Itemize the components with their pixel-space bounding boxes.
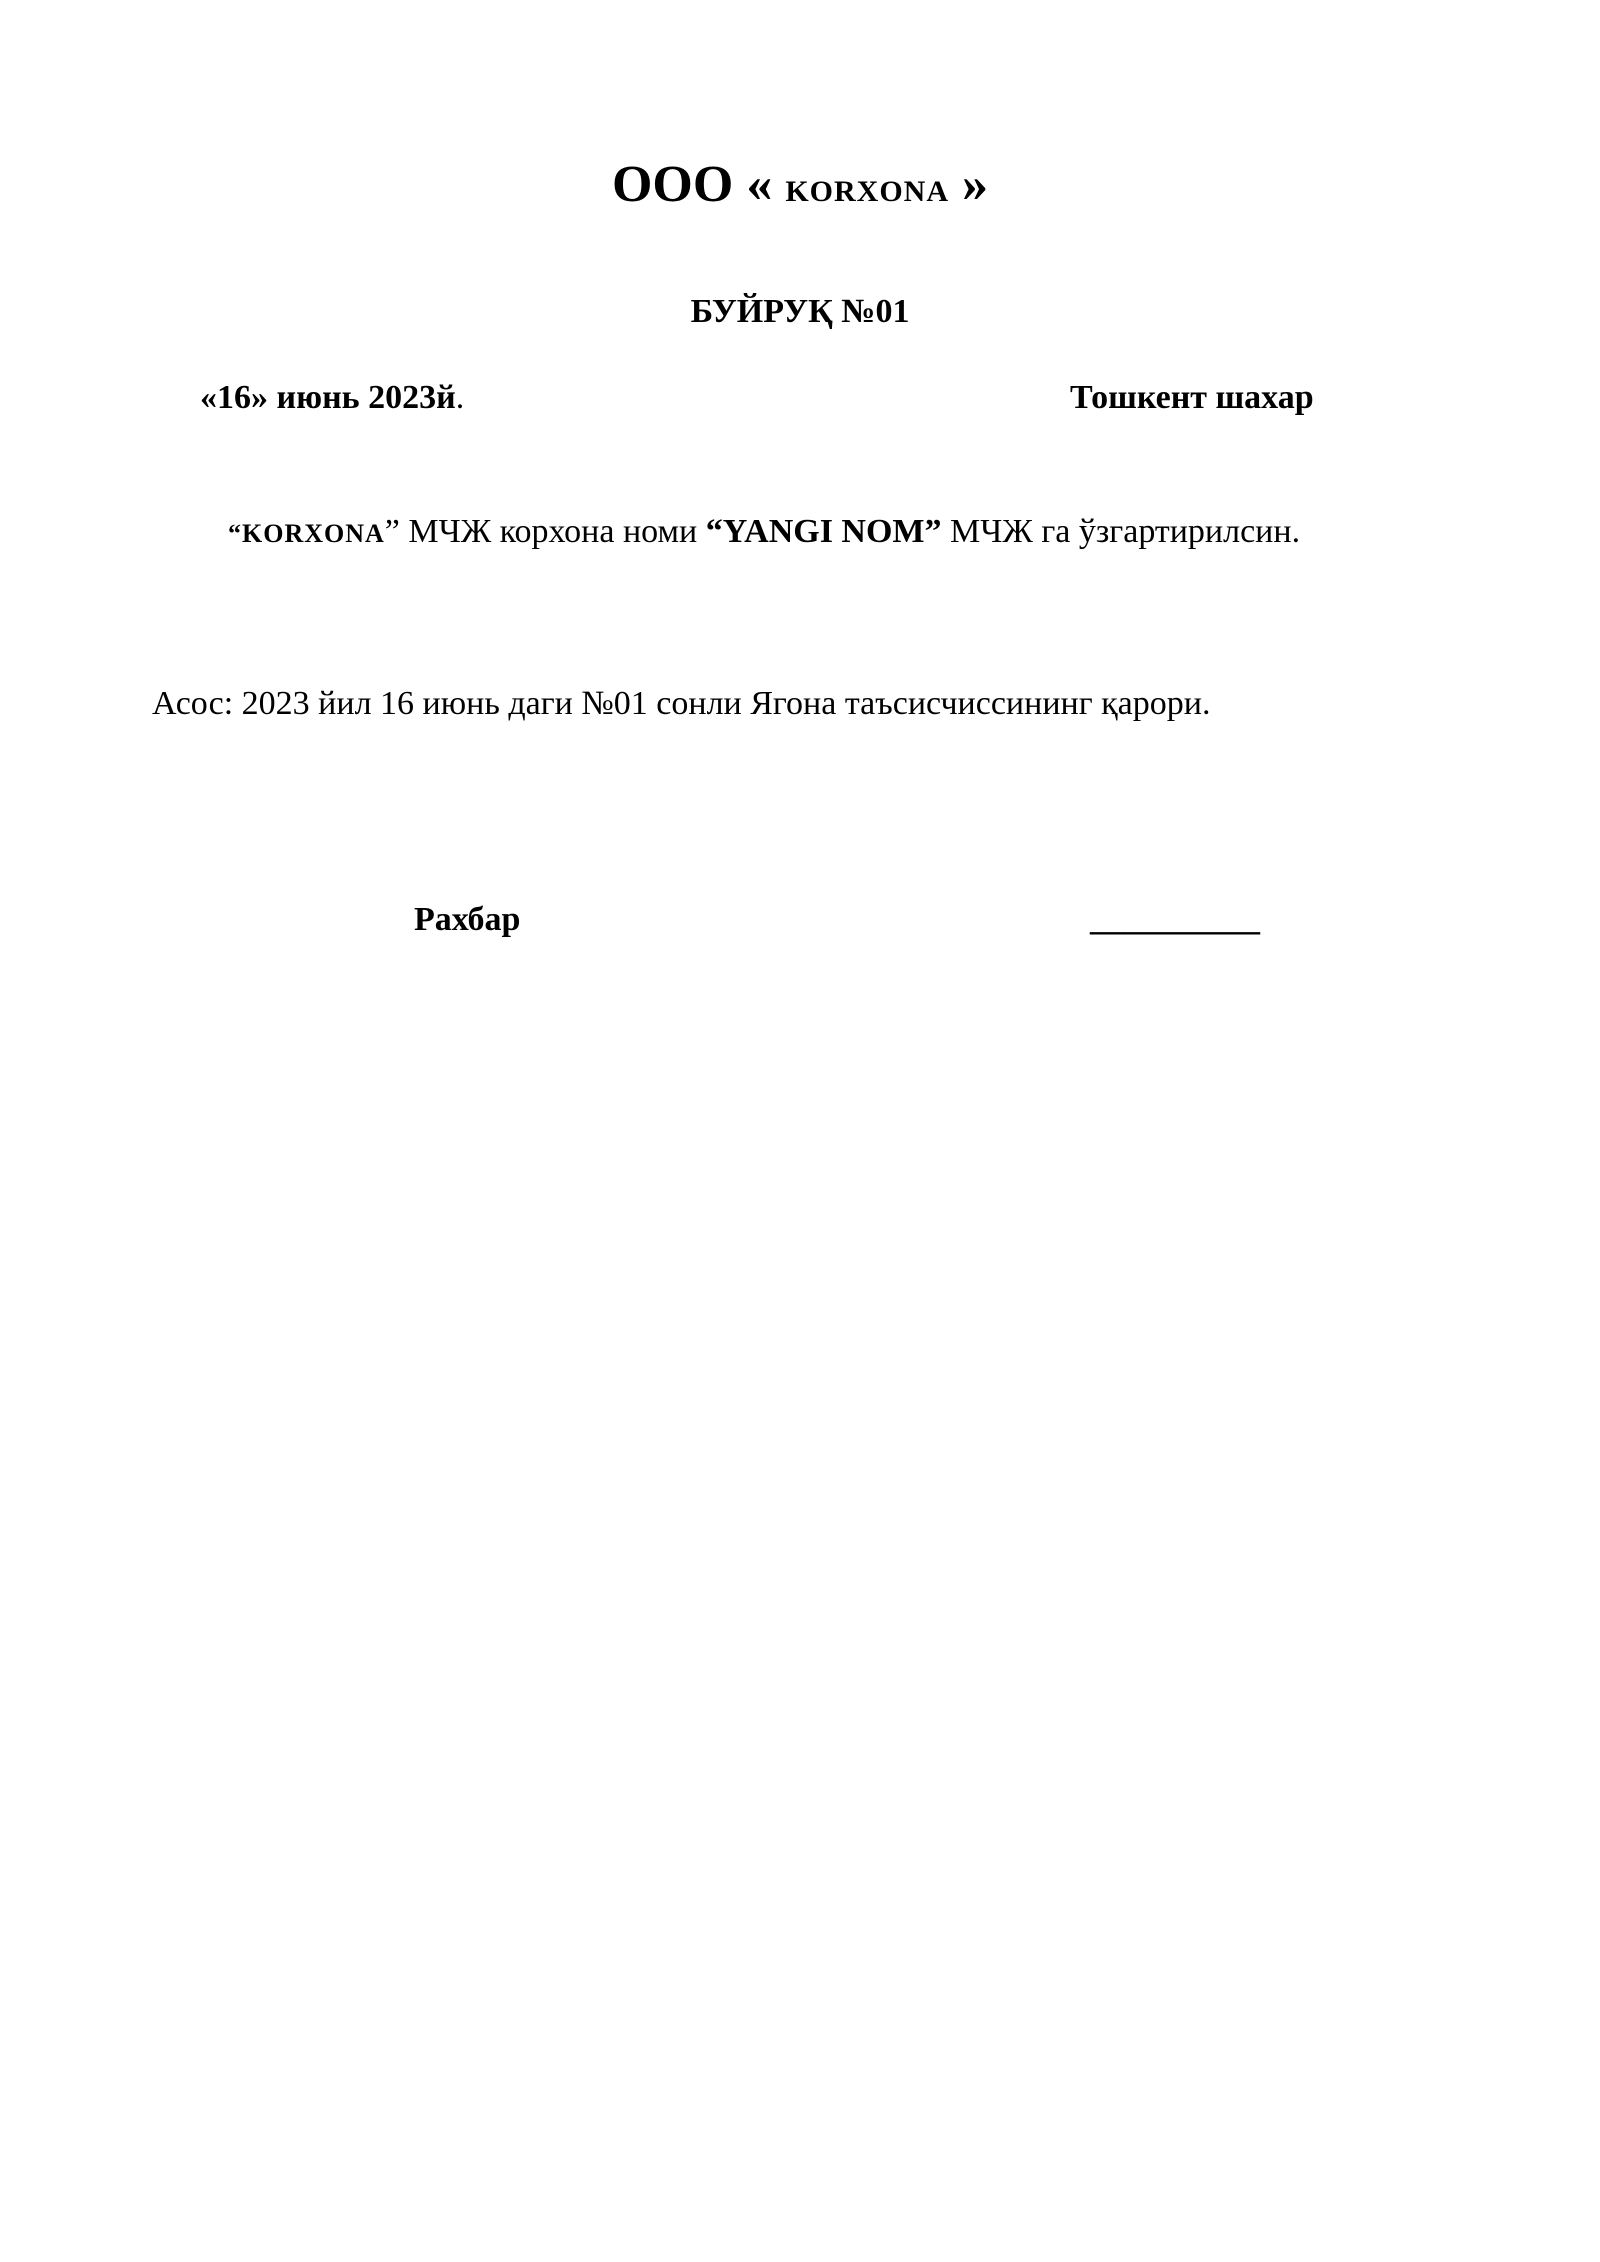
order-date-dot: . [455, 379, 465, 416]
signature-line: __________ [1090, 901, 1260, 938]
body-old-name: KORXONA [242, 519, 385, 548]
order-basis: Асос: 2023 йил 16 июнь даги №01 сонли Ягона таъсисчиссининг қарори. [152, 685, 1211, 722]
company-prefix: ООО « [611, 156, 773, 213]
body-new-name: “YANGI NOM” [705, 513, 942, 550]
order-city: Тошкент шахар [1070, 379, 1314, 416]
company-suffix: » [962, 156, 988, 213]
order-body [228, 508, 1300, 558]
body-text-2: МЧЖ га ўзгартирилсин. [941, 513, 1301, 550]
body-text-1: ” МЧЖ корхона номи [384, 513, 706, 550]
body-open-quote: “ [228, 519, 242, 548]
company-name: KORXONA [785, 175, 949, 208]
company-heading [0, 150, 1600, 227]
signer-role: Рахбар [414, 901, 521, 938]
order-date-text: «16» июнь 2023й [200, 379, 456, 416]
order-date [200, 376, 464, 420]
order-title: БУЙРУҚ №01 [690, 293, 910, 330]
